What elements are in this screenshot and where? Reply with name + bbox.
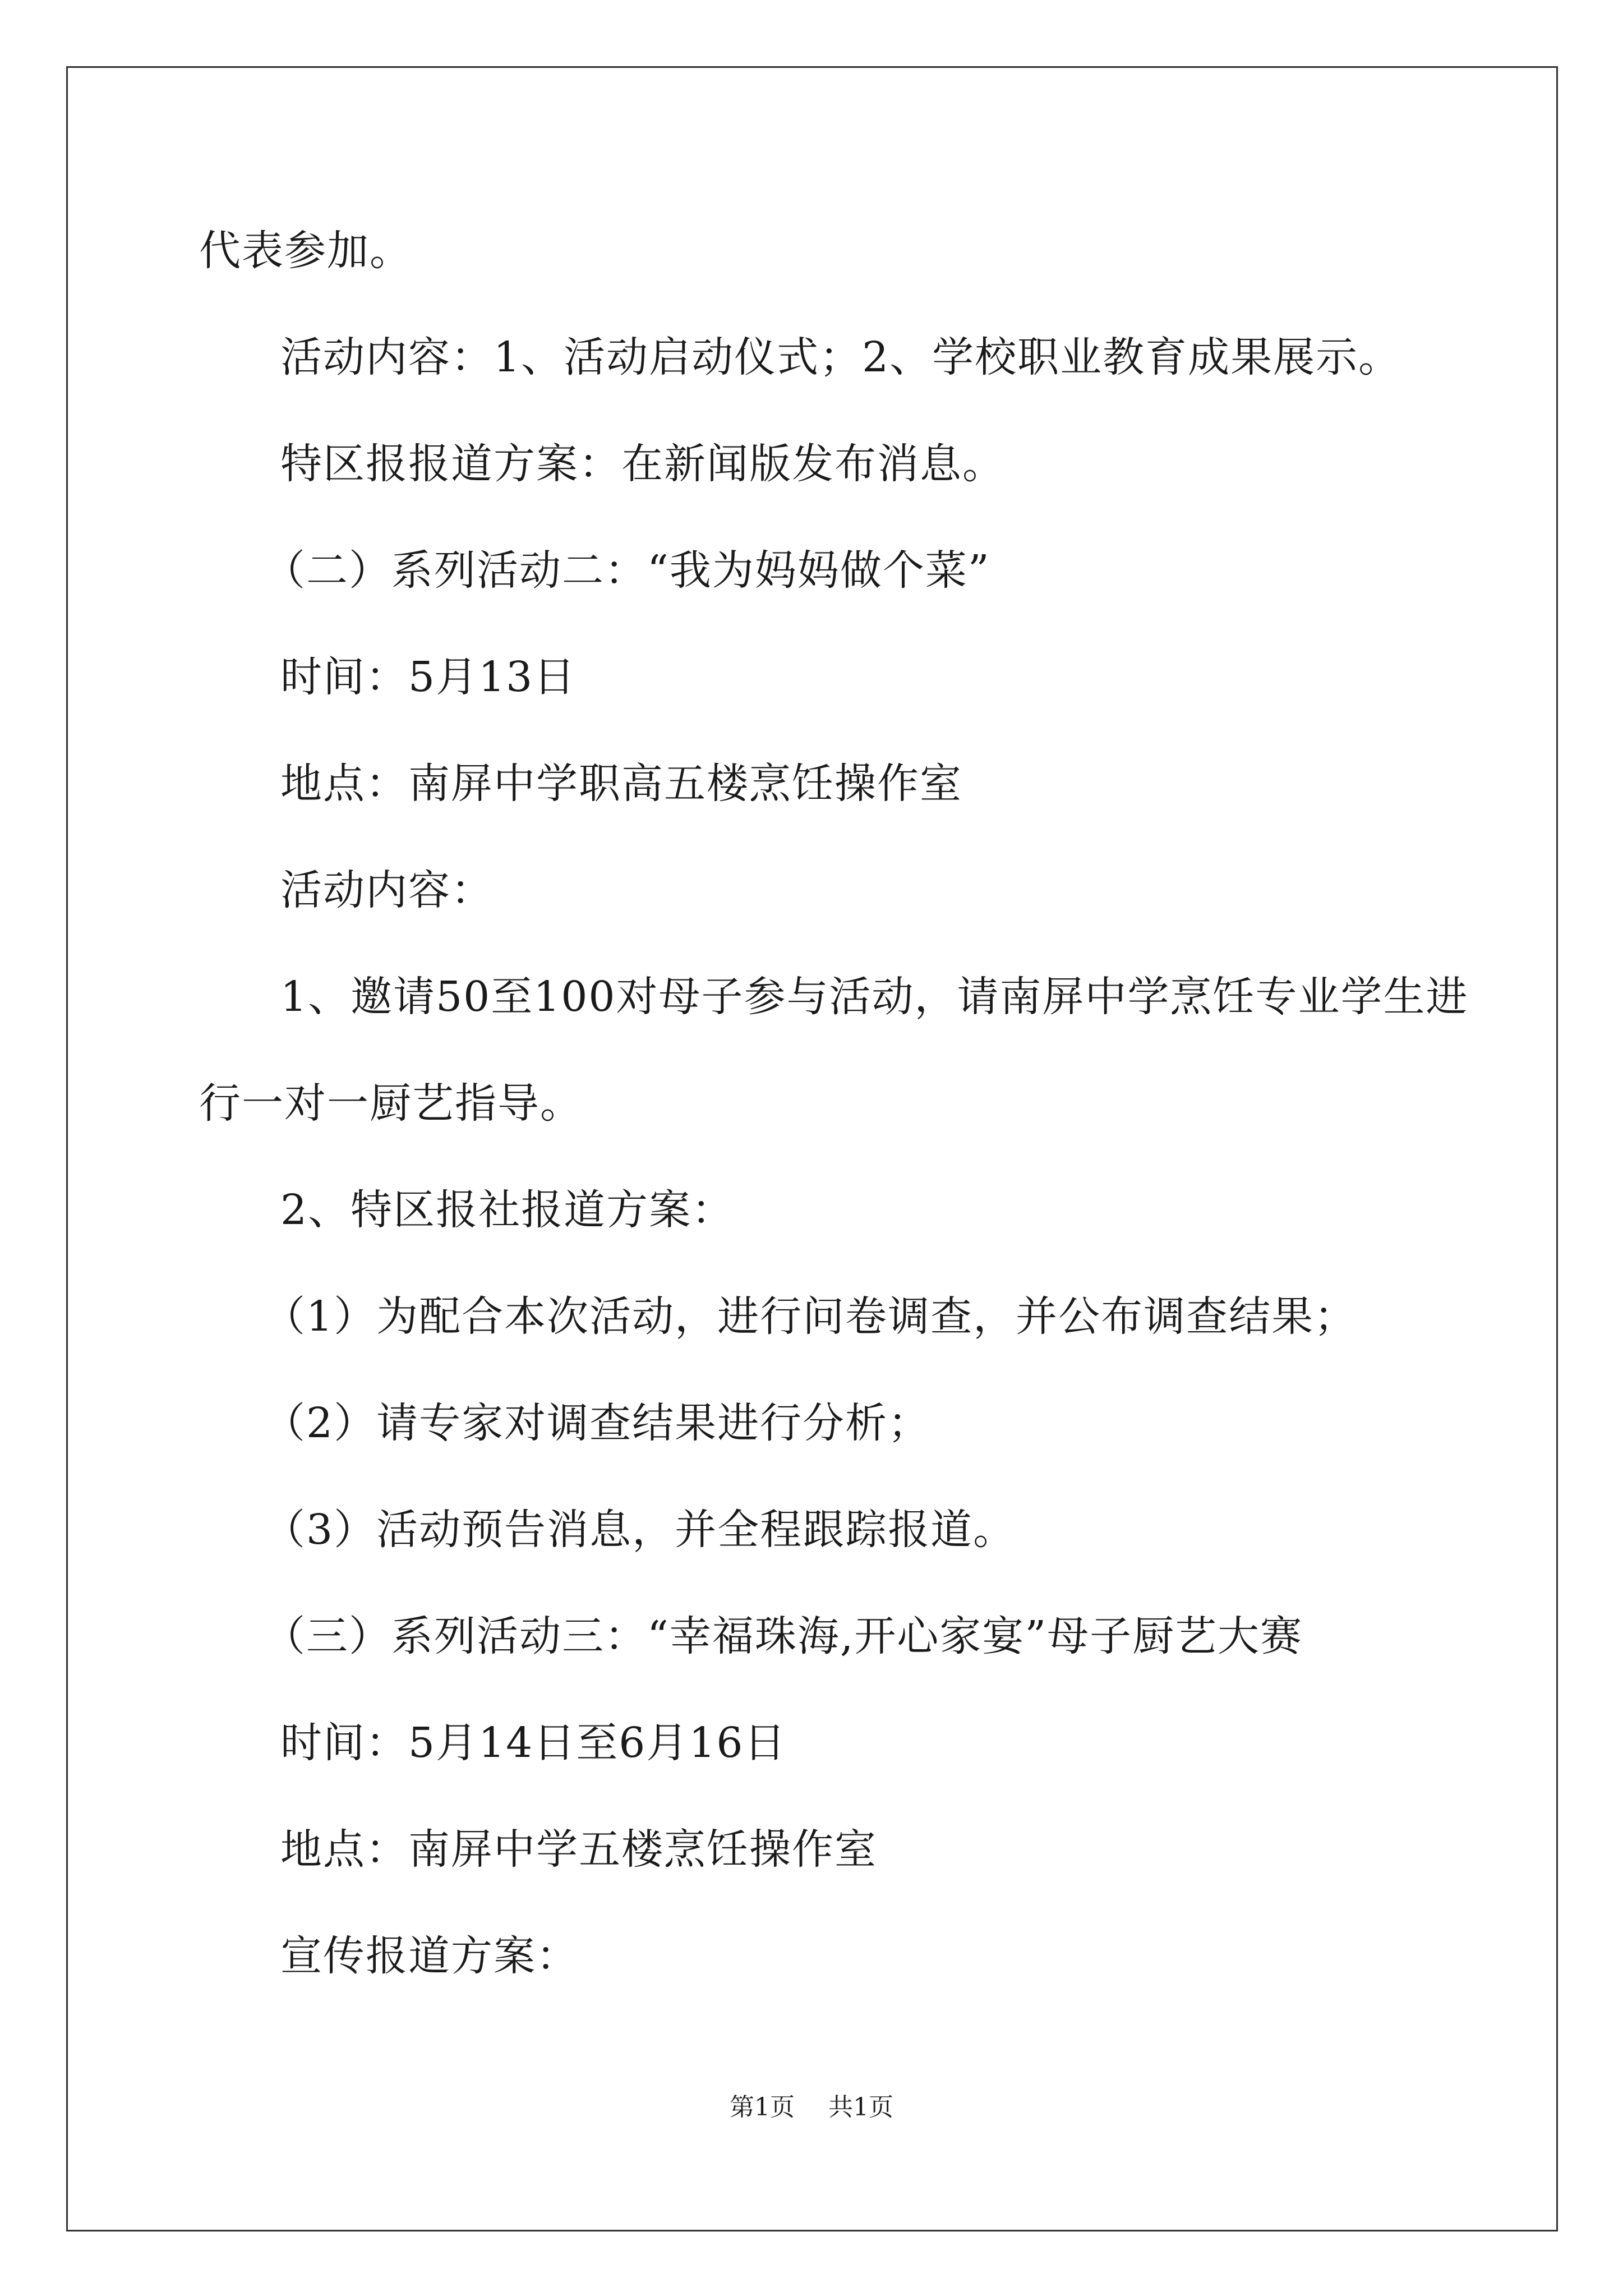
text-line: 时间：5月14日至6月16日 [280,1719,787,1767]
text-line: 2、特区报社报道方案： [280,1186,735,1234]
page-footer [0,2095,1623,2120]
text-line: 宣传报道方案： [280,1932,579,1980]
text-line: （1）为配合本次活动，进行问卷调查，并公布调查结果； [264,1292,1357,1341]
text-line: 行一对一厨艺指导。 [199,1079,583,1128]
section-heading: （三）系列活动三：“幸福珠海,开心家宴”母子厨艺大赛 [264,1612,1303,1660]
page-number-total: 共1页 [828,2093,893,2122]
text-line: 1、邀请50至100对母子参与活动，请南屏中学烹饪专业学生进 [280,973,1469,1021]
text-line: 代表参加。 [199,227,412,275]
text-line: （2）请专家对调查结果进行分析； [264,1399,931,1447]
text-line: 活动内容：1、活动启动仪式；2、学校职业教育成果展示。 [280,333,1401,381]
text-line: （3）活动预告消息，并全程跟踪报道。 [264,1506,1016,1554]
section-heading: （二）系列活动二：“我为妈妈做个菜” [264,546,990,595]
text-line: 地点：南屏中学五楼烹饪操作室 [280,1825,877,1874]
text-line: 活动内容： [280,866,494,914]
text-line: 特区报报道方案：在新闻版发布消息。 [280,440,1005,488]
page-number-current: 第1页 [730,2093,795,2122]
text-line: 时间：5月13日 [280,653,577,701]
text-line: 地点：南屏中学职高五楼烹饪操作室 [280,760,962,808]
